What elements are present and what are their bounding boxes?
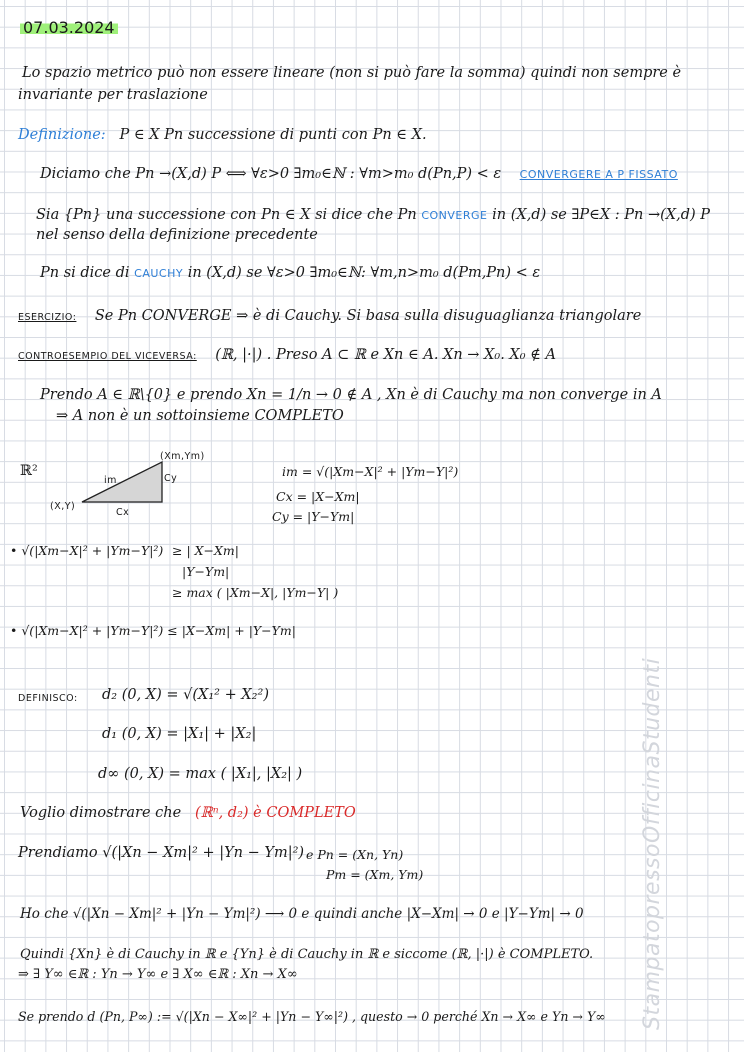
prendiamo-expr: Prendiamo √(|Xn − Xm|² + |Yn − Ym|²) (18, 845, 305, 861)
watermark-text: StampatopressoOfficinaStudenti (640, 657, 665, 1030)
fig-cx-label: Cx (116, 507, 130, 518)
sia-line-2: nel senso della definizione precedente (36, 227, 318, 243)
voglio-text: Voglio dimostrare che (20, 805, 182, 821)
im-equation: im = √(|Xm−X|² + |Ym−Y|²) (282, 464, 459, 479)
esercizio-text: Se Pn CONVERGE ⇒ è di Cauchy. Si basa sulla disuguaglianza triangolare (94, 308, 642, 324)
quindi-line-1: Quindi {Xn} è di Cauchy in ℝ e {Yn} è di Cauchy in ℝ e siccome (ℝ, |·|) è COMPLETO. (20, 947, 594, 962)
controesempio-text: (ℝ, |·|) . Preso A ⊂ ℝ e Xn ∈ A. Xn → X₀. X₀ ∉ A (215, 347, 556, 363)
fig-top-vertex-label: (Xm,Ym) (160, 451, 205, 462)
controesempio-row (18, 346, 556, 366)
pn-definition: e Pn = (Xn, Yn) (306, 847, 404, 862)
voglio-row (20, 804, 356, 822)
inequality-1-r1: ≥ | X−Xm| (172, 543, 239, 558)
inequality-1-r3: ≥ max ( |Xm−X|, |Ym−Y| ) (172, 585, 339, 600)
inequality-1-r2: |Y−Ym| (182, 564, 230, 579)
converge-word: CONVERGE (421, 209, 488, 222)
sia-text-a: Sia {Pn} una successione con Pn ∈ X si dice che Pn (36, 207, 417, 223)
esercizio-label: ESERCIZIO: (18, 312, 77, 323)
definition-text: P ∈ X Pn successione di punti con Pn ∈ X. (119, 127, 427, 143)
inequality-1-lhs: • √(|Xm−X|² + |Ym−Y|²) (10, 543, 164, 558)
right-triangle (82, 462, 162, 502)
controesempio-label: CONTROESEMPIO DEL VICEVERSA: (18, 351, 197, 362)
dinf-definition: d∞ (0, X) = max ( |X₁|, |X₂| ) (98, 766, 303, 782)
cauchy-row (40, 264, 540, 283)
cy-equation: Cy = |Y−Ym| (272, 509, 355, 524)
quindi-line-2: ⇒ ∃ Y∞ ∈ℝ : Yn → Y∞ e ∃ X∞ ∈ℝ : Xn → X∞ (18, 967, 298, 982)
convergence-definition: Diciamo che Pn →(X,d) P ⟺ ∀ε>0 ∃m₀∈ℕ : ∀m>m₀ d(Pn,P) < ε (40, 166, 502, 182)
pm-definition: Pm = (Xm, Ym) (326, 867, 424, 882)
d1-definition: d₁ (0, X) = |X₁| + |X₂| (102, 726, 257, 742)
date-highlight: 07.03.2024 (20, 18, 118, 37)
fig-hypotenuse-label: im (104, 475, 117, 486)
voglio-complete-claim: (ℝⁿ, d₂) è COMPLETO (195, 805, 356, 821)
definisco-label: DEFINISCO: (18, 693, 78, 704)
inequality-2: • √(|Xm−X|² + |Ym−Y|²) ≤ |X−Xm| + |Y−Ym| (10, 623, 296, 638)
sia-row (36, 206, 710, 225)
fig-origin-label: (X,Y) (50, 501, 76, 512)
definition-label: Definizione: (18, 127, 106, 143)
cauchy-text-a: Pn si dice di (40, 265, 130, 281)
se-prendo-line: Se prendo d (Pn, P∞) := √(|Xn − X∞|² + |Yn − Y∞|²) , questo → 0 perché Xn → X∞ e Yn → Y∞ (18, 1009, 606, 1024)
converge-fixed-note: CONVERGERE A P FISSATO (519, 168, 678, 181)
prendo-line-1: Prendo A ∈ ℝ\{0} e prendo Xn = 1/n → 0 ∉ A , Xn è di Cauchy ma non converge in A (40, 387, 662, 403)
d2-definition: d₂ (0, X) = √(X₁² + X₂²) (102, 687, 269, 703)
ho-che-line: Ho che √(|Xn − Xm|² + |Yn − Ym|²) ⟶ 0 e quindi anche |X−Xm| → 0 e |Y−Ym| → 0 (20, 906, 584, 922)
intro-line-2: invariante per traslazione (18, 87, 208, 103)
definition-row (18, 126, 427, 144)
esercizio-row (18, 307, 641, 327)
cauchy-word: CAUCHY (134, 267, 184, 280)
diciamo-row (40, 165, 678, 184)
intro-line-1: Lo spazio metrico può non essere lineare (non si può fare la somma) quindi non sempre è (22, 65, 682, 81)
r2-label: ℝ² (20, 463, 38, 479)
sia-text-b: in (X,d) se ∃P∈X : Pn →(X,d) P (492, 207, 711, 223)
cx-equation: Cx = |X−Xm| (276, 489, 360, 504)
prendo-line-2: ⇒ A non è un sottoinsieme COMPLETO (56, 408, 344, 424)
cauchy-text-b: in (X,d) se ∀ε>0 ∃m₀∈ℕ: ∀m,n>m₀ d(Pm,Pn) < ε (187, 265, 541, 281)
fig-cy-label: Cy (164, 473, 178, 484)
